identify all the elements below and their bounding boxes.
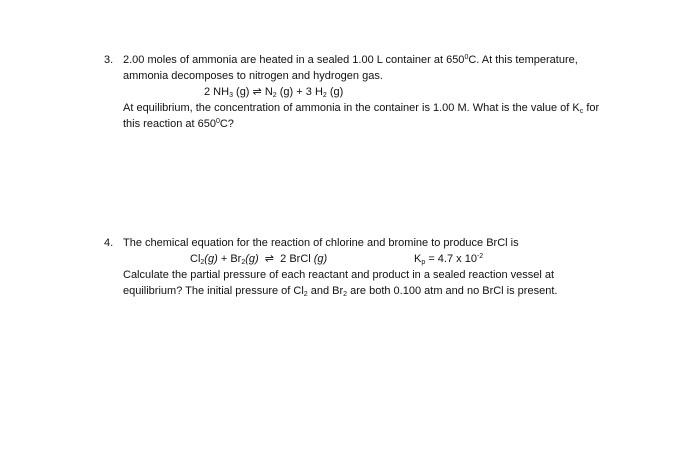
reactant: 2 NH	[204, 86, 230, 98]
problem-3-line-1	[123, 52, 578, 68]
exponent: -2	[476, 253, 484, 260]
problem-3-line-4	[123, 116, 234, 132]
text: equilibrium? The initial pressure of Cl	[123, 285, 304, 297]
subscript: 2	[200, 259, 205, 266]
problem-4-line-2: Calculate the partial pressure of each reactant and product in a sealed reaction vessel at	[123, 269, 555, 281]
plus-sign: +	[220, 253, 228, 265]
subscript: 3	[229, 92, 233, 99]
subscript: 2	[241, 259, 246, 266]
subscript: 2	[303, 291, 308, 298]
text: for	[586, 102, 600, 114]
problem-number: 4.	[104, 237, 114, 249]
kp-symbol: K	[414, 253, 422, 265]
plus-sign: +	[296, 86, 303, 98]
subscript: 2	[322, 92, 327, 99]
product: N	[264, 86, 273, 98]
state: (g)	[279, 86, 294, 98]
state: (g)	[245, 253, 259, 265]
product: 2 BrCl	[280, 253, 311, 265]
text: C?	[219, 118, 234, 130]
state: (g)	[313, 253, 328, 265]
degree-mark: 0	[215, 118, 220, 125]
ammonia-equation	[204, 84, 343, 100]
problem-4-line-3	[123, 283, 557, 299]
text: 2.00 moles of ammonia are heated in a sealed 1.00 L container at 650	[123, 54, 465, 66]
state: (g)	[329, 86, 344, 98]
subscript: c	[579, 108, 584, 115]
product: 3 H	[305, 86, 323, 98]
text: are both 0.100 atm and no BrCl is present.	[350, 285, 558, 297]
text: C. At this temperature,	[468, 54, 578, 66]
subscript: p	[421, 259, 426, 266]
equilibrium-arrow-icon: ⇌	[264, 253, 275, 265]
text: this reaction at 650	[123, 118, 216, 130]
degree-mark: 0	[464, 54, 469, 61]
problem-3-line-2: ammonia decomposes to nitrogen and hydrogen gas.	[123, 70, 383, 82]
state: (g)	[204, 253, 218, 265]
state: (g)	[236, 86, 250, 98]
reactant: Cl	[190, 253, 201, 265]
text: and Br	[310, 285, 344, 297]
problem-3-line-3	[123, 100, 599, 116]
problem-4-line-1: The chemical equation for the reaction of chlorine and bromine to produce BrCl is	[123, 237, 519, 249]
reactant: Br	[230, 253, 242, 265]
equilibrium-arrow-icon: ⇌	[252, 86, 262, 98]
kp-value	[414, 251, 483, 267]
problem-number: 3.	[104, 54, 114, 66]
bromine-chloride-equation	[190, 251, 327, 267]
subscript: 2	[272, 92, 277, 99]
subscript: 2	[343, 291, 348, 298]
kp-number: = 4.7 x 10	[428, 253, 477, 265]
text: At equilibrium, the concentration of ammonia in the container is 1.00 M. What is the value of K	[123, 102, 580, 114]
